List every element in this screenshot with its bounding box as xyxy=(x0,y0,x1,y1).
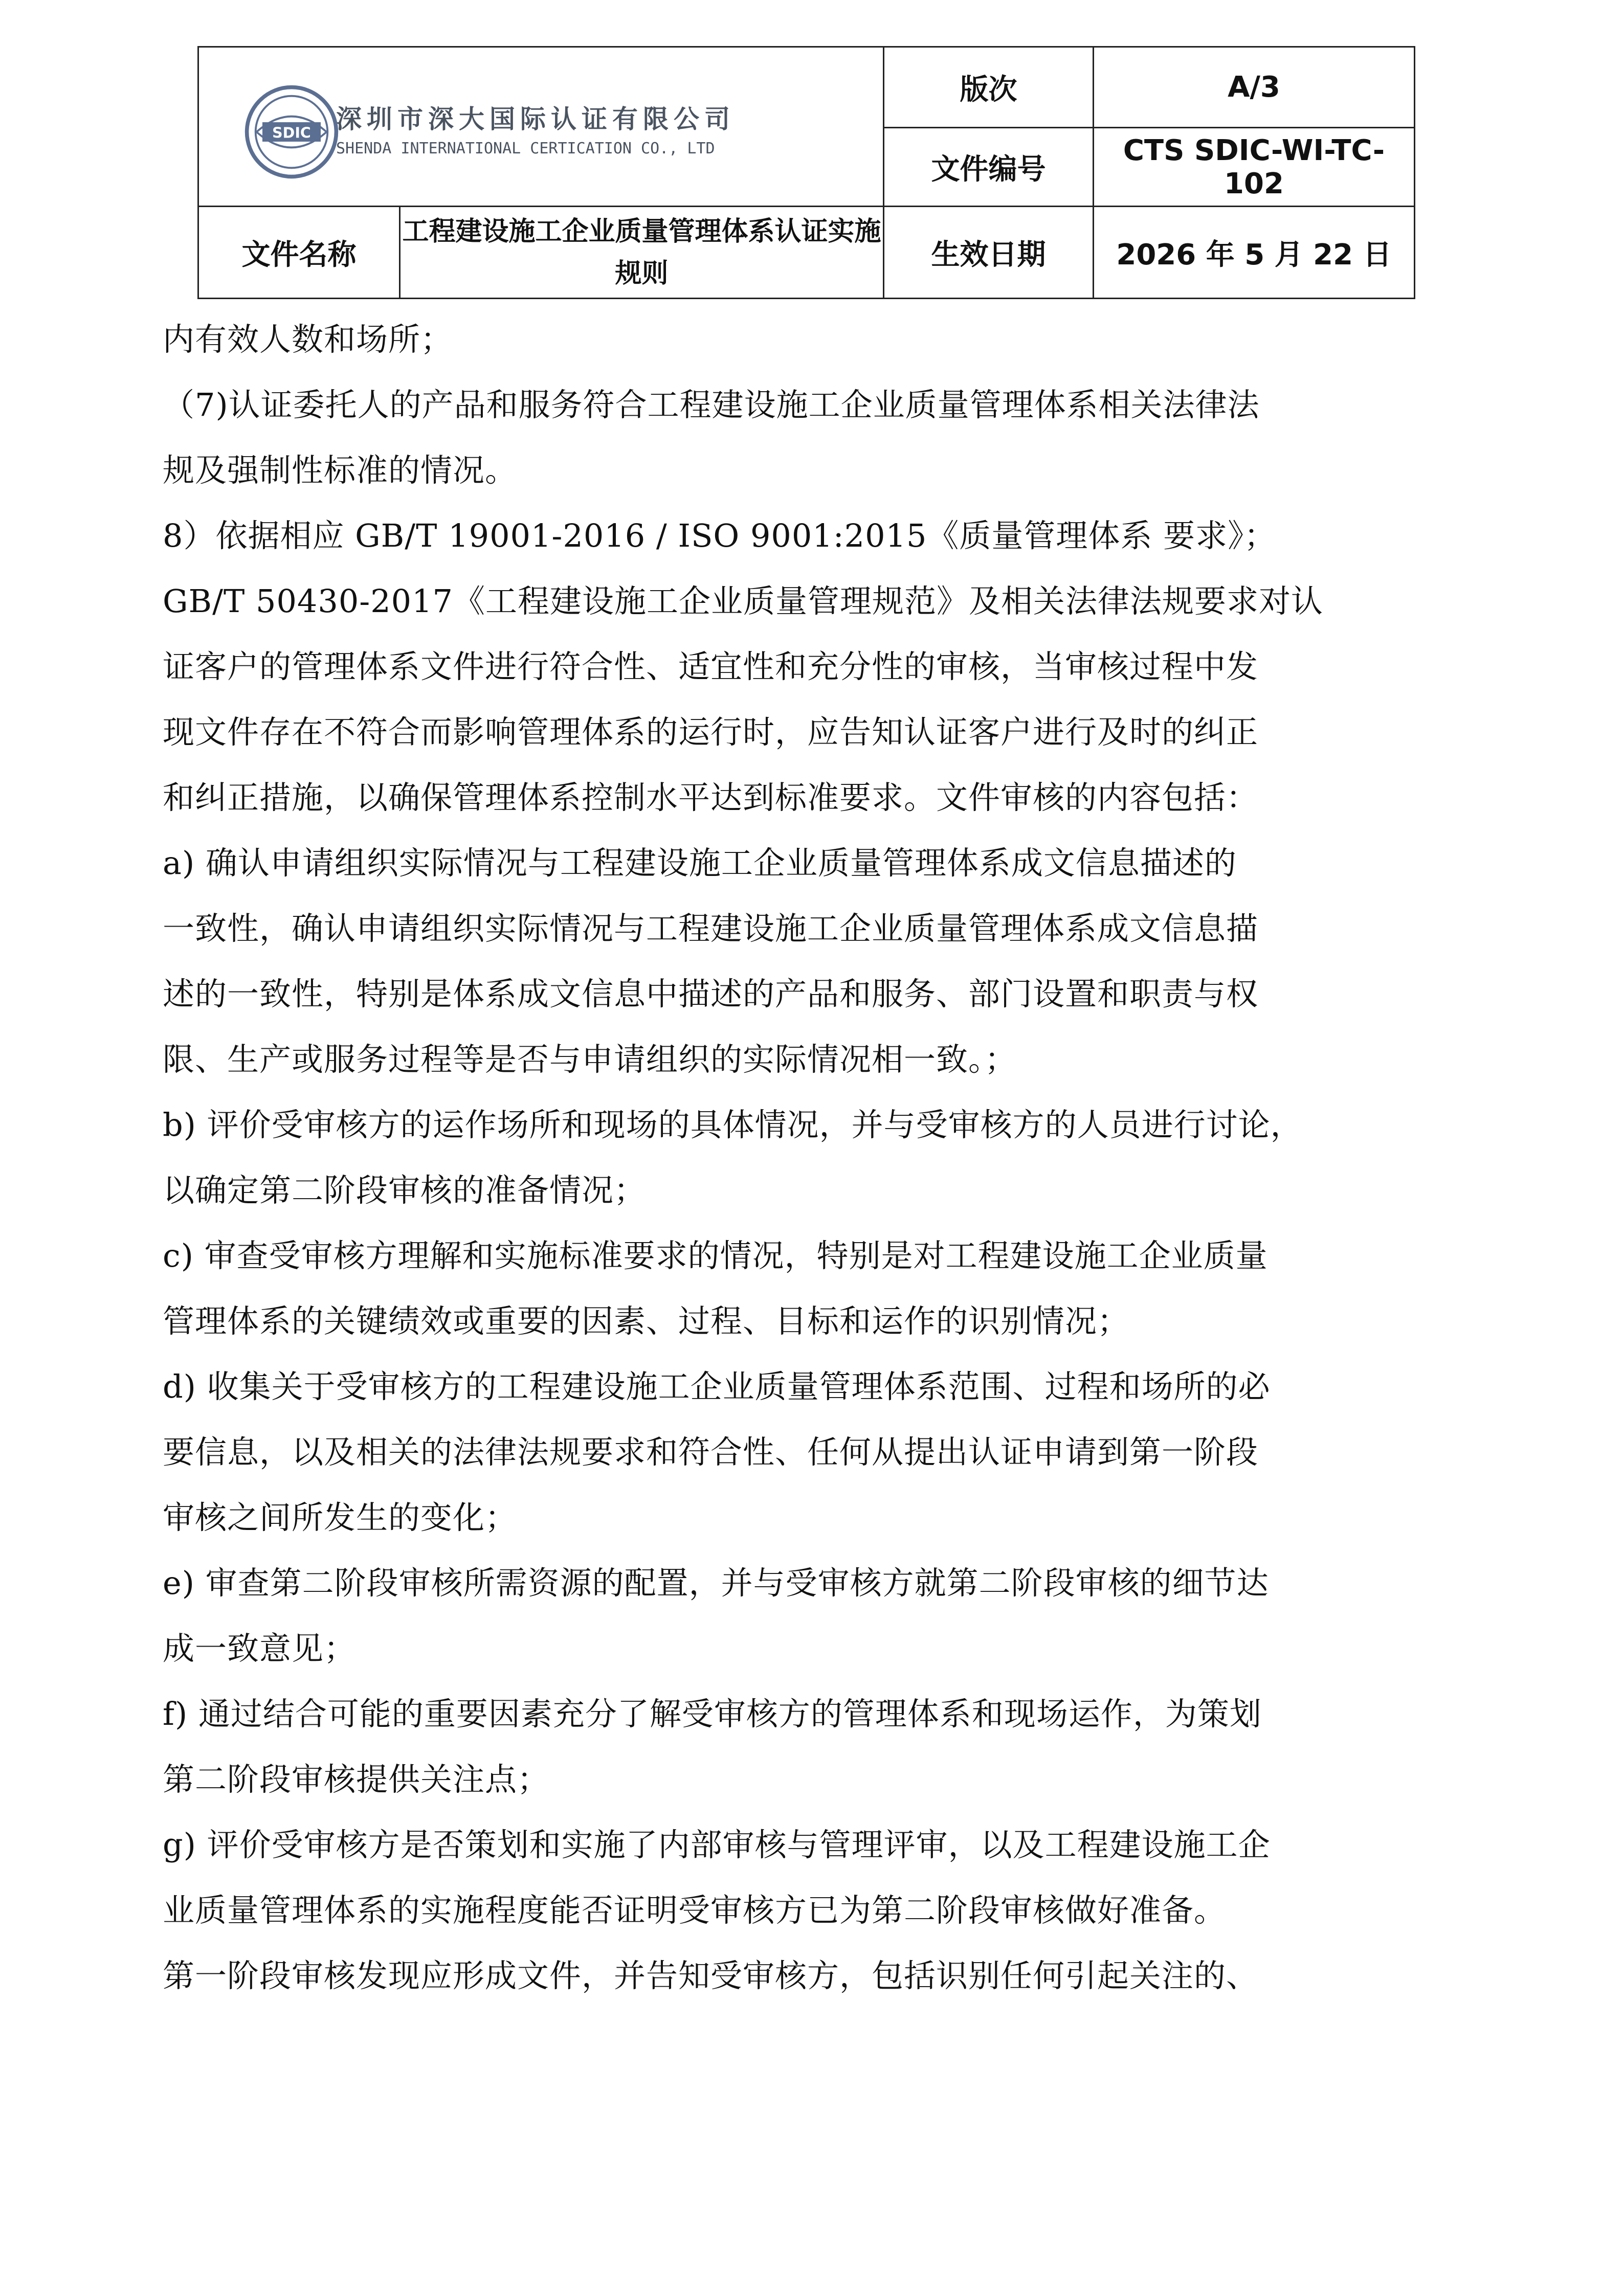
body-line: e) 审查第二阶段审核所需资源的配置，并与受审核方就第二阶段审核的细节达 xyxy=(163,1564,1269,1602)
doc-number-label: 文件编号 xyxy=(884,128,1094,207)
company-name-cn: 深圳市深大国际认证有限公司 xyxy=(336,104,735,134)
logo-text: SDIC xyxy=(272,124,311,142)
body-line: 一致性，确认申请组织实际情况与工程建设施工企业质量管理体系成文信息描 xyxy=(163,910,1259,947)
body-line: 现文件存在不符合而影响管理体系的运行时，应告知认证客户进行及时的纠正 xyxy=(163,713,1259,751)
body-line: 要信息，以及相关的法律法规要求和符合性、任何从提出认证申请到第一阶段 xyxy=(163,1433,1259,1471)
doc-name-value: 工程建设施工企业质量管理体系认证实施规则 xyxy=(400,207,884,299)
body-line: g) 评价受审核方是否策划和实施了内部审核与管理评审，以及工程建设施工企 xyxy=(163,1826,1271,1863)
company-name-en: SHENDA INTERNATIONAL CERTICATION CO., LTD xyxy=(336,140,715,157)
effective-date-value: 2026 年 5 月 22 日 xyxy=(1094,207,1415,299)
body-line: f) 通过结合可能的重要因素充分了解受审核方的管理体系和现场运作，为策划 xyxy=(163,1695,1262,1732)
doc-name-label: 文件名称 xyxy=(198,207,400,299)
doc-number-value: CTS SDIC-WI-TC-102 xyxy=(1094,128,1415,207)
body-line: 述的一致性，特别是体系成文信息中描述的产品和服务、部门设置和职责与权 xyxy=(163,975,1259,1012)
body-line: 第一阶段审核发现应形成文件，并告知受审核方，包括识别任何引起关注的、 xyxy=(163,1957,1259,1994)
body-line: 证客户的管理体系文件进行符合性、适宜性和充分性的审核，当审核过程中发 xyxy=(163,648,1259,685)
body-line: 8）依据相应 GB/T 19001-2016 / ISO 9001:2015《质量管理体系 要求》； xyxy=(163,517,1277,554)
document-header-table xyxy=(197,46,1415,299)
body-line: GB/T 50430-2017《工程建设施工企业质量管理规范》及相关法律法规要求对认 xyxy=(163,582,1324,620)
version-value: A/3 xyxy=(1094,47,1415,128)
body-line: 第二阶段审核提供关注点； xyxy=(163,1761,550,1798)
body-line: 管理体系的关键绩效或重要的因素、过程、目标和运作的识别情况； xyxy=(163,1302,1130,1340)
body-line: 成一致意见； xyxy=(163,1630,357,1667)
body-line: 业质量管理体系的实施程度能否证明受审核方已为第二阶段审核做好准备。 xyxy=(163,1892,1227,1929)
document-body xyxy=(163,307,1472,2009)
body-line: 和纠正措施，以确保管理体系控制水平达到标准要求。文件审核的内容包括： xyxy=(163,779,1259,816)
body-line: 内有效人数和场所； xyxy=(163,321,453,358)
body-line: 以确定第二阶段审核的准备情况； xyxy=(163,1172,647,1209)
version-label: 版次 xyxy=(884,47,1094,128)
effective-date-label: 生效日期 xyxy=(884,207,1094,299)
body-line: 规及强制性标准的情况。 xyxy=(163,452,518,489)
body-line: 限、生产或服务过程等是否与申请组织的实际情况相一致。； xyxy=(163,1041,1017,1078)
body-line: a) 确认申请组织实际情况与工程建设施工企业质量管理体系成文信息描述的 xyxy=(163,844,1237,882)
body-line: c) 审查受审核方理解和实施标准要求的情况，特别是对工程建设施工企业质量 xyxy=(163,1237,1268,1274)
sdic-logo-icon xyxy=(243,83,340,181)
body-line: （7)认证委托人的产品和服务符合工程建设施工企业质量管理体系相关法律法 xyxy=(163,386,1260,423)
body-line: b) 评价受审核方的运作场所和现场的具体情况，并与受审核方的人员进行讨论， xyxy=(163,1106,1303,1143)
company-logo-cell xyxy=(198,47,884,207)
body-line: d) 收集关于受审核方的工程建设施工企业质量管理体系范围、过程和场所的必 xyxy=(163,1368,1271,1405)
body-line: 审核之间所发生的变化； xyxy=(163,1499,518,1536)
